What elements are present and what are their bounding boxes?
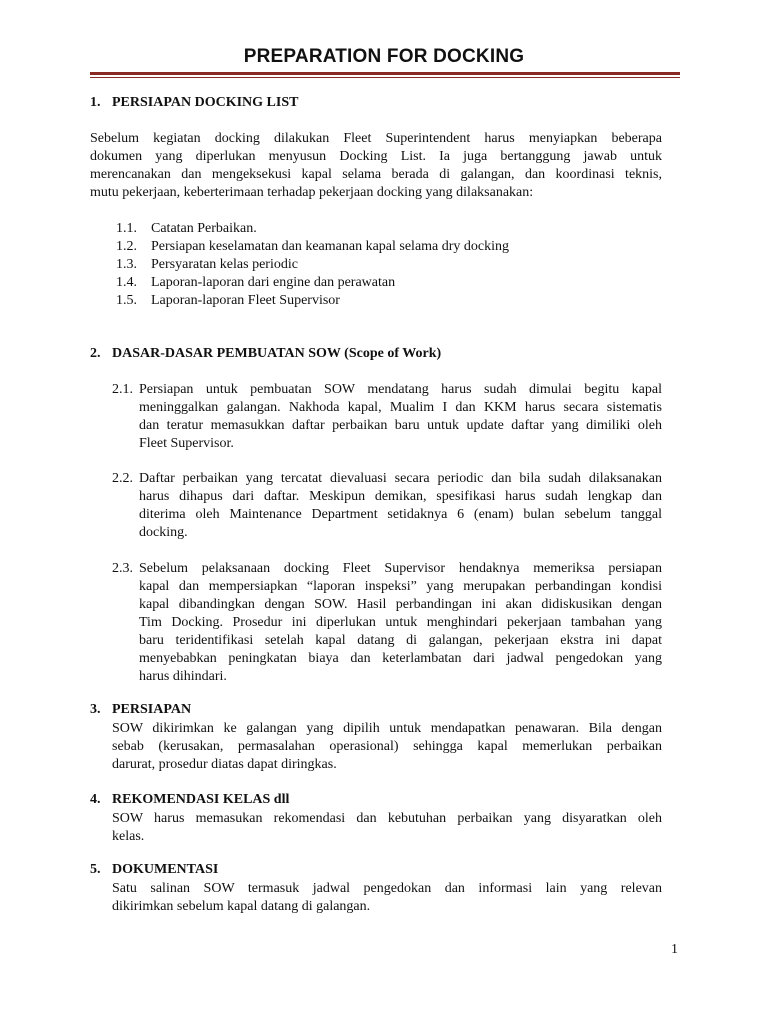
list-item-number: 1.1. bbox=[116, 221, 137, 236]
paragraph-line: SOW dikirimkan ke galangan yang dipilih untuk mendapatkan penawaran. Bila dengan bbox=[112, 721, 662, 736]
subsection-number: 2.3. bbox=[112, 561, 133, 576]
list-item bbox=[116, 292, 340, 310]
section-5-heading bbox=[90, 862, 218, 878]
list-item-number: 1.2. bbox=[116, 239, 137, 254]
subsection-number: 2.1. bbox=[112, 382, 133, 397]
section-title: PERSIAPAN bbox=[112, 702, 192, 717]
section-title: REKOMENDASI KELAS dll bbox=[112, 792, 290, 807]
title-rule-thin bbox=[90, 77, 680, 78]
subsection-line: menyebabkan peningkatan biaya dan keterlambatan dari jadwal pengedokan yang bbox=[139, 651, 662, 666]
subsection-line: Tim Docking. Prosedur ini diperlukan untuk menghindari pekerjaan tambahan yang bbox=[139, 615, 662, 630]
subsection-line: kapal dibandingkan dengan SOW. Hasil perbandingan ini akan didiskusikan dengan bbox=[139, 597, 662, 612]
subsection-number: 2.2. bbox=[112, 471, 133, 486]
subsection-line: meninggalkan galangan. Nakhoda kapal, Mualim I dan KKM harus secara sistematis bbox=[139, 400, 662, 415]
title-rule-thick bbox=[90, 72, 680, 75]
page-title: PREPARATION FOR DOCKING bbox=[243, 46, 525, 67]
subsection-line: dan teratur memasukkan daftar perbaikan baru untuk update daftar yang dimiliki oleh bbox=[139, 418, 662, 433]
subsection-2-3 bbox=[112, 560, 662, 686]
paragraph-line: merencanakan dan mengeksekusi kapal selama berada di galangan, dan koordinasi teknis, bbox=[90, 167, 662, 182]
paragraph-line: mutu pekerjaan, keberterimaan terhadap pekerjaan docking yang dilaksanakan: bbox=[90, 185, 534, 200]
list-item-text: Catatan Perbaikan. bbox=[151, 221, 257, 236]
subsection-line: kapal dan mempersiapkan “laporan inspeksi” yang merupakan perbandingan kondisi bbox=[139, 579, 662, 594]
section-number: 5. bbox=[90, 862, 101, 877]
section-number: 1. bbox=[90, 95, 101, 110]
list-item-text: Laporan-laporan dari engine dan perawatan bbox=[151, 275, 396, 290]
list-item-number: 1.5. bbox=[116, 293, 137, 308]
section-2-heading bbox=[90, 346, 441, 362]
paragraph-line: Sebelum kegiatan docking dilakukan Fleet Superintendent harus menyiapkan beberapa bbox=[90, 131, 662, 146]
subsection-line: diterima oleh Maintenance Department setidaknya 6 (enam) bulan sebelum tanggal bbox=[139, 507, 662, 522]
list-item bbox=[116, 274, 395, 292]
section-5-paragraph bbox=[112, 880, 662, 916]
paragraph-line: sebab (kerusakan, permasalahan operasional) sehingga kapal memerlukan perbaikan bbox=[112, 739, 662, 754]
paragraph-line: dikirimkan sebelum kapal datang di galangan. bbox=[112, 899, 371, 914]
page-number: 1 bbox=[671, 942, 678, 957]
list-item bbox=[116, 256, 298, 274]
section-1-paragraph bbox=[90, 130, 662, 202]
paragraph-line: darurat, prosedur diatas dapat diringkas. bbox=[112, 757, 337, 772]
list-item-text: Laporan-laporan Fleet Supervisor bbox=[151, 293, 340, 308]
subsection-line: docking. bbox=[139, 525, 188, 540]
subsection-line: harus dihindari. bbox=[139, 669, 227, 684]
section-3-paragraph bbox=[112, 720, 662, 774]
list-item-number: 1.4. bbox=[116, 275, 137, 290]
subsection-line: Persiapan untuk pembuatan SOW mendatang harus sudah dimulai begitu kapal bbox=[139, 382, 662, 397]
section-title: DOKUMENTASI bbox=[112, 862, 219, 877]
section-number: 4. bbox=[90, 792, 101, 807]
paragraph-line: Satu salinan SOW termasuk jadwal pengedokan dan informasi lain yang relevan bbox=[112, 881, 662, 896]
subsection-line: Sebelum pelaksanaan docking Fleet Supervisor hendaknya memeriksa persiapan bbox=[139, 561, 662, 576]
section-4-paragraph bbox=[112, 810, 662, 846]
section-number: 3. bbox=[90, 702, 101, 717]
subsection-line: Fleet Supervisor. bbox=[139, 436, 234, 451]
paragraph-line: kelas. bbox=[112, 829, 145, 844]
subsection-2-1 bbox=[112, 381, 662, 453]
list-item-number: 1.3. bbox=[116, 257, 137, 272]
subsection-2-2 bbox=[112, 470, 662, 542]
section-title: PERSIAPAN DOCKING LIST bbox=[112, 95, 299, 110]
section-4-heading bbox=[90, 792, 289, 808]
list-item-text: Persyaratan kelas periodic bbox=[151, 257, 298, 272]
paragraph-line: SOW harus memasukan rekomendasi dan kebutuhan perbaikan yang disyaratkan oleh bbox=[112, 811, 662, 826]
paragraph-line: dokumen yang diperlukan menyusun Docking List. Ia juga bertanggung jawab untuk bbox=[90, 149, 662, 164]
subsection-line: Daftar perbaikan yang tercatat dievaluasi secara periodic dan bila sudah dilaksanakan bbox=[139, 471, 662, 486]
section-3-heading bbox=[90, 702, 191, 718]
list-item bbox=[116, 220, 257, 238]
list-item-text: Persiapan keselamatan dan keamanan kapal selama dry docking bbox=[151, 239, 510, 254]
section-1-heading bbox=[90, 95, 298, 111]
subsection-line: baru teridentifikasi setelah kapal datang di galangan, pekerjaan ekstra ini dapat bbox=[139, 633, 662, 648]
section-number: 2. bbox=[90, 346, 101, 361]
section-title: DASAR-DASAR PEMBUATAN SOW (Scope of Work) bbox=[112, 346, 442, 361]
list-item bbox=[116, 238, 509, 256]
subsection-line: harus dihapus dari daftar. Meskipun demikan, spesifikasi harus sudah lengkap dan bbox=[139, 489, 662, 504]
